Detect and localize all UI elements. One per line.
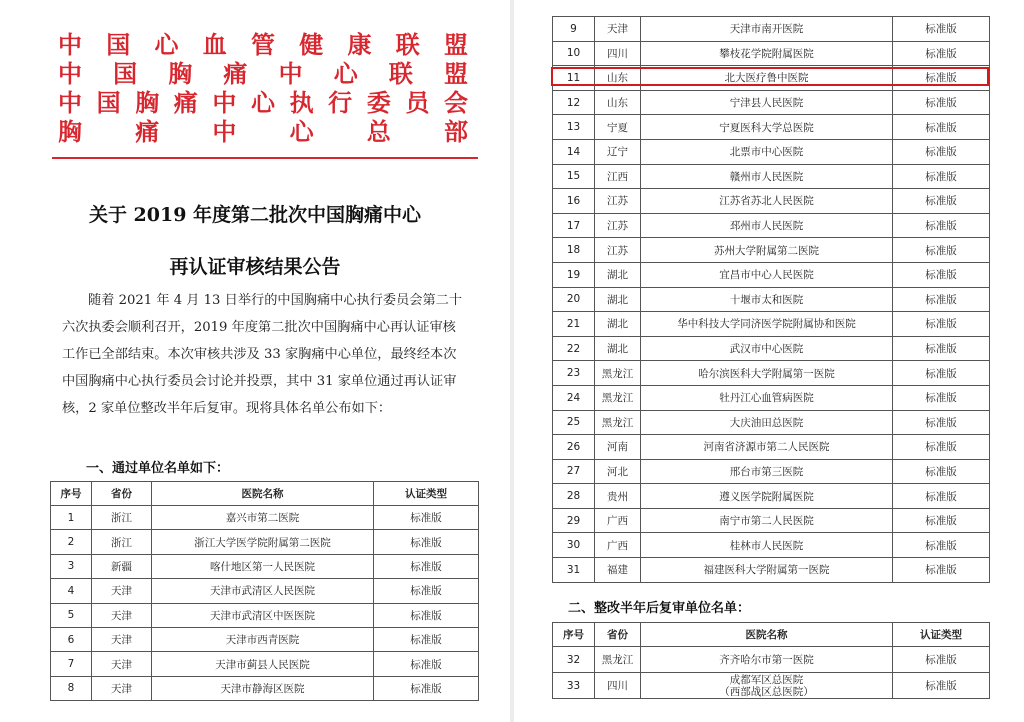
passed-table-left: [50, 481, 479, 701]
row-hospital-name: 齐齐哈尔市第一医院: [641, 647, 893, 673]
row-hospital-name: 嘉兴市第二医院: [152, 506, 374, 530]
table-row: [51, 627, 479, 651]
row-cert-type: 标准版: [893, 90, 990, 115]
letterhead-char: 健: [299, 30, 324, 59]
row-province: 江苏: [595, 213, 641, 238]
letterhead-char: 部: [443, 117, 468, 146]
row-cert-type: 标准版: [893, 189, 990, 214]
row-province: 江苏: [595, 238, 641, 263]
row-cert-type: 标准版: [893, 17, 990, 42]
row-cert-type: 标准版: [374, 554, 479, 578]
row-province: 浙江: [92, 530, 152, 554]
paragraph-line: 中国胸痛中心执行委员会讨论并投票，其中 31 家单位通过再认证审: [62, 374, 457, 389]
row-number: 27: [553, 459, 595, 484]
table-row: [51, 554, 479, 578]
row-cert-type: 标准版: [374, 652, 479, 676]
table-row: [553, 41, 990, 66]
letterhead-char: 胸: [58, 117, 82, 146]
table-row: [553, 459, 990, 484]
row-number: 18: [553, 238, 595, 263]
row-cert-type: 标准版: [893, 287, 990, 312]
row-cert-type: 标准版: [893, 385, 990, 410]
row-province: 湖北: [595, 262, 641, 287]
row-province: 浙江: [92, 506, 152, 530]
row-cert-type: 标准版: [893, 558, 990, 583]
row-number: 19: [553, 262, 595, 287]
column-header: 认证类型: [374, 482, 479, 506]
letterhead-char: 联: [388, 59, 413, 88]
row-province: 黑龙江: [595, 647, 641, 673]
column-header: 序号: [51, 482, 92, 506]
row-cert-type: 标准版: [893, 459, 990, 484]
row-hospital-name: 邢台市第三医院: [641, 459, 893, 484]
row-hospital-name: 桂林市人民医院: [641, 533, 893, 558]
row-hospital-name: 北票市中心医院: [641, 139, 893, 164]
row-number: 2: [51, 530, 92, 554]
letterhead-char: 心: [289, 117, 314, 146]
letterhead-line-3: [58, 88, 468, 117]
row-hospital-name: 天津市蓟县人民医院: [152, 652, 374, 676]
letterhead-char: 员: [405, 88, 430, 117]
table-row: [553, 410, 990, 435]
row-hospital-name: 喀什地区第一人民医院: [152, 554, 374, 578]
row-hospital-name: 赣州市人民医院: [641, 164, 893, 189]
table-row: [553, 139, 990, 164]
row-number: 32: [553, 647, 595, 673]
paragraph-line: 六次执委会顺利召开，2019 年度第二批次中国胸痛中心再认证审核: [62, 320, 456, 335]
row-cert-type: 标准版: [893, 533, 990, 558]
paragraph-line: 工作已全部结束。本次审核共涉及 33 家胸痛中心单位，最终经本次: [62, 347, 457, 362]
row-hospital-name: 邳州市人民医院: [641, 213, 893, 238]
row-cert-type: 标准版: [893, 164, 990, 189]
row-cert-type: 标准版: [374, 627, 479, 651]
row-province: 福建: [595, 558, 641, 583]
row-number: 30: [553, 533, 595, 558]
row-hospital-name: 天津市静海区医院: [152, 676, 374, 700]
table-header-row: [553, 623, 990, 647]
row-number: 5: [51, 603, 92, 627]
row-hospital-name: 天津市西青医院: [152, 627, 374, 651]
column-header: 医院名称: [152, 482, 374, 506]
letterhead-char: 行: [328, 88, 353, 117]
letterhead-char: 国: [113, 59, 138, 88]
row-province: 黑龙江: [595, 410, 641, 435]
row-province: 湖北: [595, 287, 641, 312]
row-cert-type: 标准版: [893, 673, 990, 699]
column-header: 认证类型: [893, 623, 990, 647]
row-number: 21: [553, 312, 595, 337]
row-hospital-name: 牡丹江心血管病医院: [641, 385, 893, 410]
letterhead-char: 会: [443, 88, 468, 117]
letterhead-char: 联: [395, 30, 420, 59]
letterhead-char: 委: [366, 88, 391, 117]
table-row: [553, 361, 990, 386]
row-hospital-name: 苏州大学附属第二医院: [641, 238, 893, 263]
letterhead-char: 痛: [223, 59, 248, 88]
letterhead-char: 国: [106, 30, 131, 59]
row-number: 13: [553, 115, 595, 140]
letterhead-char: 胸: [168, 59, 193, 88]
table-row: [553, 385, 990, 410]
table-row: [51, 676, 479, 700]
row-province: 天津: [92, 579, 152, 603]
row-province: 宁夏: [595, 115, 641, 140]
table-row: [51, 579, 479, 603]
row-hospital-name: 南宁市第二人民医院: [641, 508, 893, 533]
left-document-page: [0, 0, 510, 722]
row-number: 12: [553, 90, 595, 115]
row-hospital-name: 河南省济源市第二人民医院: [641, 435, 893, 460]
row-number: 1: [51, 506, 92, 530]
row-cert-type: 标准版: [893, 238, 990, 263]
letterhead-char: 国: [96, 88, 121, 117]
row-number: 31: [553, 558, 595, 583]
letterhead-char: 痛: [135, 117, 160, 146]
row-cert-type: 标准版: [893, 361, 990, 386]
row-province: 辽宁: [595, 139, 641, 164]
row-hospital-name: 天津市武清区人民医院: [152, 579, 374, 603]
row-province: 天津: [92, 676, 152, 700]
table-row: [553, 558, 990, 583]
row-hospital-name: 成都军区总医院 （西部战区总医院）: [641, 673, 893, 699]
row-hospital-name: 武汉市中心医院: [641, 336, 893, 361]
notice-title-line-2: 再认证审核结果公告: [169, 256, 341, 278]
table-row: [553, 673, 990, 699]
row-number: 20: [553, 287, 595, 312]
letterhead: [58, 30, 468, 146]
row-province: 天津: [92, 603, 152, 627]
row-province: 广西: [595, 533, 641, 558]
row-hospital-name: 天津市南开医院: [641, 17, 893, 42]
table-row: [553, 435, 990, 460]
row-province: 黑龙江: [595, 385, 641, 410]
column-header: 省份: [92, 482, 152, 506]
highlight-box-row-11: [551, 67, 989, 86]
row-cert-type: 标准版: [893, 66, 990, 91]
row-hospital-name: 北大医疗鲁中医院: [641, 66, 893, 91]
row-hospital-name: 遵义医学院附属医院: [641, 484, 893, 509]
row-hospital-name: 天津市武清区中医医院: [152, 603, 374, 627]
row-number: 11: [553, 66, 595, 91]
passed-table-right: [552, 16, 990, 583]
row-number: 26: [553, 435, 595, 460]
row-province: 天津: [595, 17, 641, 42]
row-province: 贵州: [595, 484, 641, 509]
row-number: 25: [553, 410, 595, 435]
row-hospital-name: 攀枝花学院附属医院: [641, 41, 893, 66]
row-cert-type: 标准版: [893, 41, 990, 66]
row-number: 14: [553, 139, 595, 164]
table-row: [553, 508, 990, 533]
letterhead-char: 康: [347, 30, 372, 59]
row-number: 24: [553, 385, 595, 410]
row-cert-type: 标准版: [893, 312, 990, 337]
letterhead-divider: [52, 157, 478, 159]
table-row: [553, 90, 990, 115]
table-row: [51, 506, 479, 530]
row-number: 28: [553, 484, 595, 509]
row-cert-type: 标准版: [893, 647, 990, 673]
row-cert-type: 标准版: [893, 435, 990, 460]
letterhead-char: 中: [58, 30, 82, 59]
row-number: 10: [553, 41, 595, 66]
row-province: 四川: [595, 41, 641, 66]
letterhead-char: 中: [212, 88, 237, 117]
table-row: [51, 603, 479, 627]
table-row: [553, 484, 990, 509]
letterhead-char: 盟: [443, 59, 468, 88]
row-province: 湖北: [595, 312, 641, 337]
row-cert-type: 标准版: [893, 508, 990, 533]
table-row: [553, 336, 990, 361]
row-hospital-name: 宜昌市中心人民医院: [641, 262, 893, 287]
row-hospital-name: 福建医科大学附属第一医院: [641, 558, 893, 583]
letterhead-char: 执: [289, 88, 314, 117]
letterhead-char: 中: [58, 59, 82, 88]
row-cert-type: 标准版: [374, 579, 479, 603]
row-number: 3: [51, 554, 92, 578]
row-number: 7: [51, 652, 92, 676]
table-row: [553, 287, 990, 312]
row-number: 33: [553, 673, 595, 699]
row-hospital-name: 哈尔滨医科大学附属第一医院: [641, 361, 893, 386]
letterhead-char: 中: [278, 59, 303, 88]
table-row: [553, 533, 990, 558]
row-hospital-name: 大庆油田总医院: [641, 410, 893, 435]
row-hospital-name: 华中科技大学同济医学院附属协和医院: [641, 312, 893, 337]
table-row: [553, 262, 990, 287]
row-province: 江西: [595, 164, 641, 189]
letterhead-char: 中: [58, 88, 82, 117]
column-header: 省份: [595, 623, 641, 647]
row-hospital-name: 宁夏医科大学总医院: [641, 115, 893, 140]
row-cert-type: 标准版: [893, 115, 990, 140]
row-province: 山东: [595, 66, 641, 91]
letterhead-char: 血: [202, 30, 227, 59]
table-row: [553, 312, 990, 337]
section-1-heading: 一、通过单位名单如下：: [86, 461, 230, 476]
letterhead-char: 心: [250, 88, 275, 117]
row-hospital-name: 江苏省苏北人民医院: [641, 189, 893, 214]
letterhead-line-2: [58, 59, 468, 88]
table-row: [553, 115, 990, 140]
row-province: 湖北: [595, 336, 641, 361]
row-cert-type: 标准版: [893, 262, 990, 287]
row-province: 黑龙江: [595, 361, 641, 386]
row-province: 山东: [595, 90, 641, 115]
section-2-heading: 二、整改半年后复审单位名单：: [568, 601, 751, 616]
review-table: [552, 622, 990, 699]
table-row: [553, 189, 990, 214]
row-number: 17: [553, 213, 595, 238]
row-province: 四川: [595, 673, 641, 699]
letterhead-line-1: [58, 30, 468, 59]
row-province: 天津: [92, 652, 152, 676]
paragraph-line: 核，2 家单位整改半年后复审。现将具体名单公布如下：: [62, 401, 392, 416]
row-number: 29: [553, 508, 595, 533]
letterhead-char: 管: [251, 30, 275, 59]
notice-title-line-1: 关于 2019 年度第二批次中国胸痛中心: [88, 204, 422, 226]
letterhead-char: 痛: [173, 88, 198, 117]
row-cert-type: 标准版: [374, 676, 479, 700]
row-province: 江苏: [595, 189, 641, 214]
row-number: 9: [553, 17, 595, 42]
row-province: 河南: [595, 435, 641, 460]
letterhead-char: 盟: [444, 30, 468, 59]
row-cert-type: 标准版: [893, 336, 990, 361]
row-number: 16: [553, 189, 595, 214]
row-number: 15: [553, 164, 595, 189]
notice-body-paragraph: [62, 287, 463, 422]
table-row: [553, 17, 990, 42]
row-cert-type: 标准版: [893, 484, 990, 509]
column-header: 序号: [553, 623, 595, 647]
row-number: 4: [51, 579, 92, 603]
row-cert-type: 标准版: [374, 530, 479, 554]
table-row: [553, 164, 990, 189]
table-row: [553, 238, 990, 263]
row-province: 新疆: [92, 554, 152, 578]
row-province: 广西: [595, 508, 641, 533]
row-hospital-name: 宁津县人民医院: [641, 90, 893, 115]
row-province: 天津: [92, 627, 152, 651]
letterhead-char: 胸: [135, 88, 160, 117]
row-number: 23: [553, 361, 595, 386]
letterhead-char: 总: [366, 117, 391, 146]
letterhead-char: 心: [154, 30, 179, 59]
letterhead-char: 心: [333, 59, 358, 88]
row-cert-type: 标准版: [374, 506, 479, 530]
row-number: 22: [553, 336, 595, 361]
letterhead-line-4: [58, 117, 468, 146]
row-hospital-name: 十堰市太和医院: [641, 287, 893, 312]
row-cert-type: 标准版: [893, 139, 990, 164]
row-number: 8: [51, 676, 92, 700]
row-cert-type: 标准版: [893, 410, 990, 435]
table-header-row: [51, 482, 479, 506]
row-hospital-name: 浙江大学医学院附属第二医院: [152, 530, 374, 554]
row-cert-type: 标准版: [893, 213, 990, 238]
right-document-page: [514, 0, 1024, 722]
row-cert-type: 标准版: [374, 603, 479, 627]
table-row: [553, 213, 990, 238]
table-row: [51, 530, 479, 554]
table-row: [51, 652, 479, 676]
row-number: 6: [51, 627, 92, 651]
letterhead-char: 中: [212, 117, 237, 146]
column-header: 医院名称: [641, 623, 893, 647]
row-province: 河北: [595, 459, 641, 484]
paragraph-line: 随着 2021 年 4 月 13 日举行的中国胸痛中心执行委员会第二十: [88, 293, 463, 308]
table-row: [553, 647, 990, 673]
